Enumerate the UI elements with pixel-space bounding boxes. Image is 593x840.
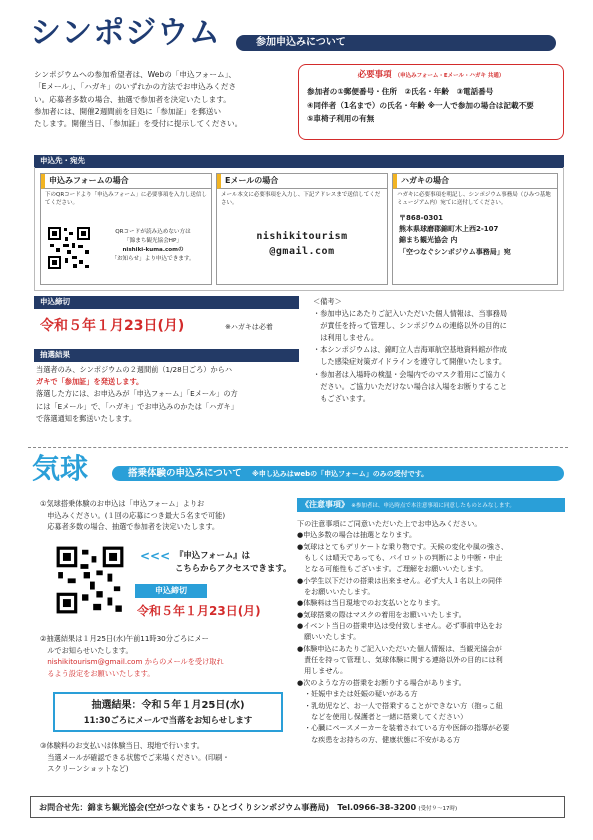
arrow-icon: <<< [140, 549, 171, 563]
qr-code-icon[interactable] [47, 226, 91, 270]
balloon-qr-code-icon[interactable] [55, 545, 125, 615]
required-items-box: 必要事項 （申込みフォーム・Eメール・ハガキ 共通） 参加者の①郵便番号・住所 ②氏名・年齢 ③電話番号 ④同伴者（1名まで）の氏名・年齢 ※一人で参加の場合は記載不要 ⑤車椅子利用の有無 [298, 64, 564, 140]
balloon-email-link[interactable]: nishikitourism@gmail.com からのメールを受け取れ [40, 657, 224, 667]
deadline-date: 令和５年１月23日(月) [40, 318, 185, 334]
lottery-bar: 抽選結果 [34, 349, 299, 362]
required-items-title: 必要事項 [357, 70, 392, 80]
form-method: 申込みフォームの場合 下のQRコードより「申込みフォーム」に必要事項を入力し送信してください。 QRコードが読み込めない方は 「錦まち観光協会HP」 nishiki-kuma.comの 「お知らせ」より申込できます。 [40, 173, 212, 285]
destination-bar: 申込先・宛先 [34, 155, 564, 168]
caution-header: 《注意事項》 ※参加者は、申込時点で本注意事項に同意したものとみなします。 [297, 498, 565, 512]
balloon-step2: ②抽選結果は１月25日(水)午前11時30分ごろにメー ルでお知らせいたします。 nishikitourism@gmail.com からのメールを受け取れ るよう設定をお願いいたします。 [40, 633, 290, 679]
email-address[interactable]: nishikitourism @gmail.com [256, 231, 348, 258]
symposium-title: シンポジウム [30, 15, 221, 51]
footer: お問合せ先：錦まち観光協会(空がつなぐまち・ひとづくりシンポジウム事務局) Tel.0966-38-3200 (受付９～17時) [30, 796, 565, 818]
balloon-step3: ③体験料のお支払いは体験当日、現地で行います。 当選メールが確認できる状態でご来場ください。(印刷・ スクリーンショットなど) [40, 741, 230, 774]
balloon-deadline-label: 申込締切 [135, 584, 207, 598]
deadline-note: ※ハガキは必着 [225, 323, 273, 331]
balloon-title: 気球 [32, 452, 89, 485]
balloon-deadline-date: 令和５年１月23日(月) [137, 604, 261, 618]
postcard-method: ハガキの場合 ハガキに必要事項を明記し、シンポジウム事務局（ひみつ基地ミュージアム内）宛てに送付してください。 〒868-0301 熊本県球磨郡錦町木上西2-107 錦まち観光協会 内 「空つなぐシンポジウム事務局」宛 [392, 173, 558, 285]
result-box: 抽選結果：令和５年１月25日(水) 11:30ごろにメールで当落をお知らせします [53, 692, 283, 732]
caution-list: 下の注意事項にご同意いただいた上でお申込みください。 ●申込多数の場合は抽選となります。 ●気球はとてもデリケートな乗り物です。天候の変化や風の強さ、 もしくは晴天であっても、パイロットの判断により中断・中止 となる可能性もございます。ご理解をお願いいたします。 ●小学生以下だけの搭乗は出来ません。必ず大人１名以上の同伴 をお願いいたします。 ●体験料は当日現地でのお支払いとなります。 ●気球搭乗の際はマスクの着用をお願いいたします。 ●イベント当日の搭乗申込は受付致しません。必ず事前申込をお 願いいたします。 ●体験申込にあたりご記入いただいた個人情報は、当観光協会が 責任を持って管理し、気球体験に関する連絡以外の目的には利 用しません。 ●次のような方の搭乗をお断りする場合があります。 ・妊娠中または妊娠の疑いがある方 ・乳幼児など、お一人で搭乗することができない方（抱っこ紐 などを使用し保護者と一緒に搭乗してください） ・心臓にペースメーカーを装着されている方や医師の指導が必要 な疾患をお持ちの方、健康状態に不安がある方 [297, 519, 510, 744]
postal-address: 〒868-0301 熊本県球磨郡錦町木上西2-107 錦まち観光協会 内 「空つなぐシンポジウム事務局」宛 [399, 214, 511, 256]
symposium-pill: 参加申込みについて [236, 35, 556, 51]
form-access-text: 『申込フォーム』は こちらからアクセスできます。 [175, 550, 292, 573]
deadline-bar: 申込締切 [34, 296, 299, 309]
balloon-pill: 搭乗体験の申込みについて ※申し込みはwebの「申込フォーム」のみの受付です。 [112, 466, 564, 481]
symposium-intro: シンポジウムへの参加希望者は、Webの「申込フォーム」、 「Eメール」、「ハガキ」のいずれかの方法でお申込みくださ い。応募者多数の場合、抽選で参加者を決定いたします。 参加者には、開催2週間前を目処に「参加証」を郵送い たします。開催当日、「参加証」を受付に提示してください。 [34, 70, 243, 129]
email-method: Eメールの場合 メール本文に必要事項を入力し、下記アドレスまで送信してください。 nishikitourism @gmail.com [216, 173, 388, 285]
lottery-text: 当選者のみ、シンポジウムの２週間前（1/28日ごろ）からハ ガキで「参加証」を発送します。 落選した方には、お申込みが「申込フォーム」「Eメール」の方 には「Eメール」で、「ハガキ」でお申込みのかたは「ハガキ」 で落選通知を郵送いたします。 [36, 365, 238, 423]
website-link[interactable]: nishiki-kuma.comの [122, 246, 184, 253]
section-divider [28, 447, 568, 448]
balloon-step1: ①気球搭乗体験のお申込は「申込フォーム」よりお 申込みください。(１回の応募につき最大５名まで可能) 応募者多数の場合、抽選で参加者を決定いたします。 [40, 499, 226, 532]
remarks: ＜備考＞ ・参加申込にあたりご記入いただいた個人情報は、当事務局 が責任を持って管理し、シンポジウムの連絡以外の目的に は利用しません。 ・本シンポジウムは、錦町立人吉海軍航空基地資料館が作成 した感染症対策ガイドラインを遵守して開催いたします。 ・参加者は入場時の検温・会場内でのマスク着用にご協力く ださい。ご協力いただけない場合は入場をお断りすること もございます。 [313, 297, 508, 403]
